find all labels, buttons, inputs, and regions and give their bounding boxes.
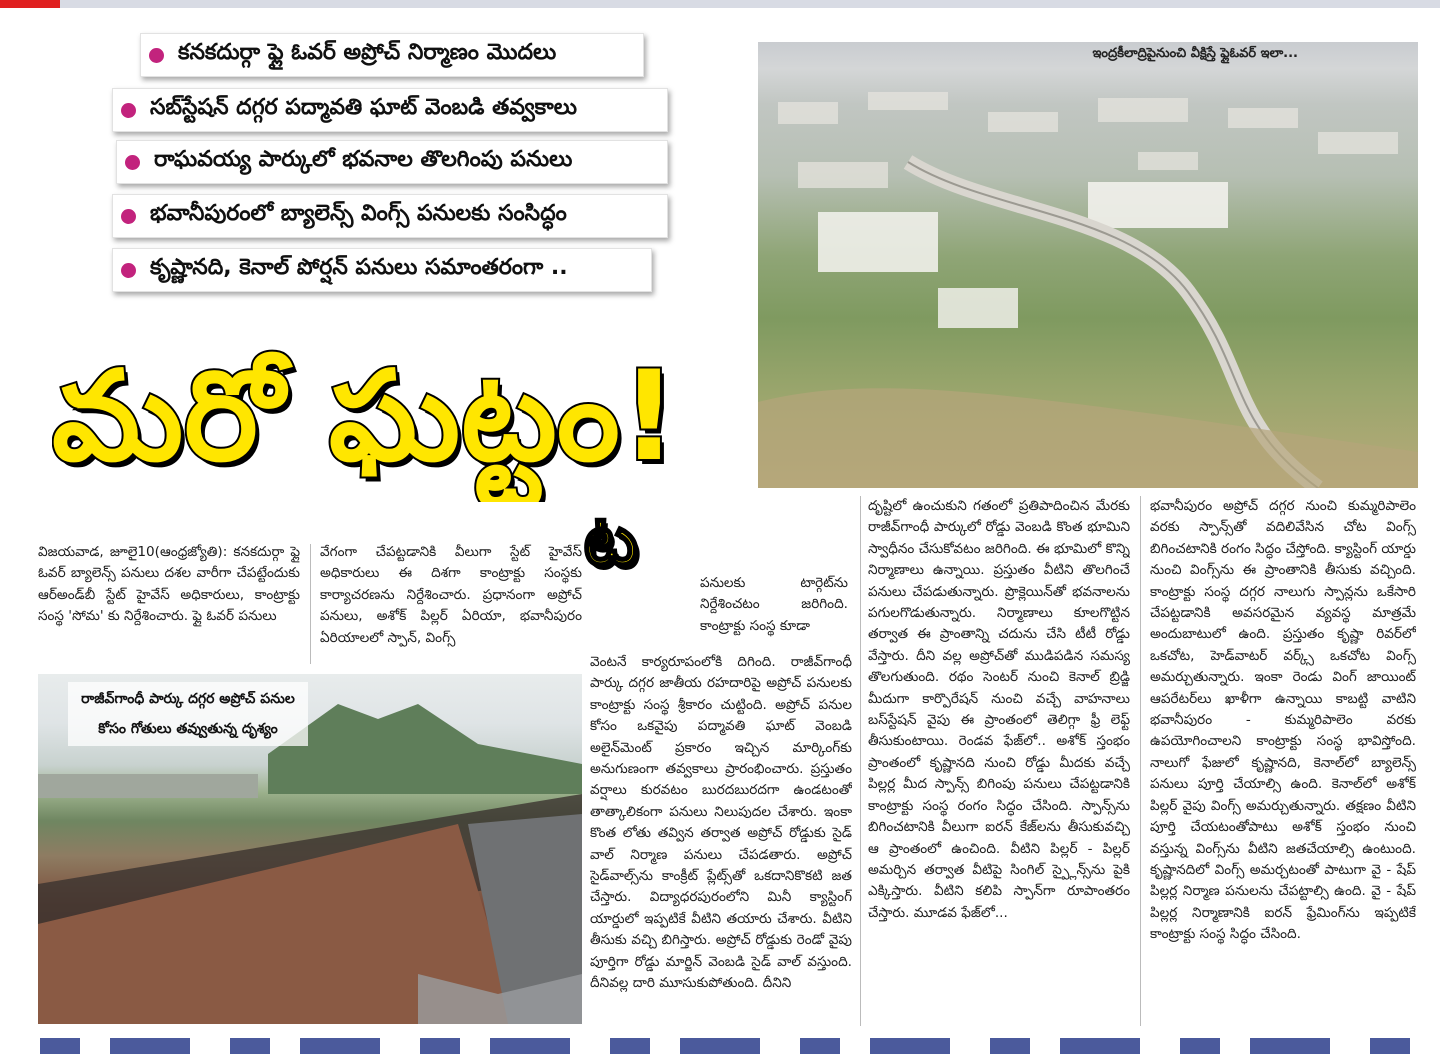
article-col-5 [1150, 496, 1416, 1026]
headline [52, 332, 832, 502]
article-text: పనులకు టార్గెట్‌ను నిర్దేశించటం జరిగింది. కాంట్రాక్టు సంస్థ కూడా [700, 575, 848, 634]
next-headline-strip [0, 1034, 1440, 1054]
bullet-dot [121, 209, 136, 224]
bullet-5 [112, 248, 652, 292]
bullet-dot [121, 103, 136, 118]
construction-photo [38, 674, 582, 1024]
headline-tail [584, 500, 704, 580]
headline-text: మరో ఘట్టం! [52, 345, 679, 489]
article-text: భవానీపురం అప్రోచ్ దగ్గర నుంచి కుమ్మరిపాలెం వరకు స్పాన్స్‌తో వదిలివేసిన చోట వింగ్స్ బిగించటానికి రంగం సిద్ధం చేస్తోంది. క్యాస్టింగ్ యార్డు నుంచి వింగ్స్‌ను ఈ ప్రాంతానికి తీసుకు వచ్చింది. కాంట్రాక్టు సంస్థ దగ్గర నాలుగు స్పాన్లను ఒకేసారి చేపట్టడానికి అవసరమైన వ్యవస్థ మాత్రమే అందుబాటులో ఉంది. ప్రస్తుతం కృష్ణా రివర్‌లో ఒకచోట, హెడ్‌వాటర్ వర్క్స్ ఒకచోట వింగ్స్ అమర్చుతున్నారు. ఇంకా రెండు వింగ్ జాయింట్ ఆపరేటర్‌లు ఖాళీగా ఉన్నాయి కాబట్టి వాటిని భవానీపురం - కుమ్మరిపాలెం వరకు ఉపయోగించాలని కాంట్రాక్టు సంస్థ భావిస్తోంది. నాలుగో ఫేజులో కృష్ణానది, కెనాల్‌లో బ్యాలెన్స్ పనులు పూర్తి చేయాల్సి ఉంది. కెనాల్‌లో అశోక్ పిల్లర్ వైపు వింగ్స్ అమర్చుతున్నారు. తక్షణం వీటిని పూర్తి చేయటంతోపాటు అశోక్ స్తంభం నుంచి వస్తున్న వింగ్స్‌ను వీటిని జతచేయాల్సి ఉంటుంది. కృష్ణానదిలో వింగ్స్ అమర్చటంతో పాటుగా వై - షేప్ పిల్లర్ల నిర్మాణ పనులను చేపట్టాల్సి ఉంది. వై - షేప్ పిల్లర్ల నిర్మాణానికి ఐరన్ ఫ్రేమింగ్‌ను ఇప్పటికే కాంట్రాక్టు సంస్థ సిద్ధం చేసింది. [1150, 498, 1416, 943]
column-rule [310, 544, 311, 664]
column-rule [1140, 496, 1141, 1026]
bullet-text: భవానీపురంలో బ్యాలెన్స్ వింగ్స్ పనులకు సంసిద్ధం [150, 201, 567, 226]
bullet-dot [121, 263, 136, 278]
bullet-dot [149, 48, 164, 63]
bullet-1 [140, 33, 644, 77]
bullet-text: రాఘవయ్య పార్కులో భవనాల తొలగింపు పనులు [154, 147, 573, 172]
bullet-3 [116, 140, 668, 184]
article-col-2 [320, 542, 582, 668]
article-text: దృష్టిలో ఉంచుకుని గతంలో ప్రతిపాదించిన మేరకు రాజీవ్‌గాంధీ పార్కులో రోడ్డు వెంబడి కొంత భూమిని స్వాధీనం చేసుకోవటం జరిగింది. ఈ భూమిలో కొన్ని నిర్మాణాలు ఉన్నాయి. ప్రస్తుతం వీటిని తొలగించే పనులు చేపడుతున్నారు. ప్రొక్లెయిన్‌తో భవనాలను పగులగొడుతున్నారు. నిర్మాణాలు కూలగొట్టిన తర్వాత ఈ ప్రాంతాన్ని చదును చేసి టీటీ రోడ్డు వేస్తారు. దీని వల్ల అప్రోచ్‌తో ముడిపడిన సమస్య తొలగుతుంది. రథం సెంటర్ నుంచి కెనాల్ బ్రిడ్జి మీదుగా కార్పొరేషన్ నుంచి వచ్చే వాహనాలు బస్‌స్టేషన్ వైపు ఈ ప్రాంతంలో తెలిగ్గా ఫ్రీ లెఫ్ట్ తీసుకుంటాయి. రెండవ ఫేజ్‌లో.. అశోక్ స్తంభం ప్రాంతంలో కృష్ణానది నుంచి రోడ్డు మీదకు వచ్చే పిల్లర్ల మీద స్పాన్స్ బిగింపు పనులు చేపట్టడానికి కాంట్రాక్టు సంస్థ రంగం సిద్ధం చేసింది. స్పాన్స్‌ను బిగించటానికి వీలుగా ఐరన్ కేజ్‌లను తీసుకువచ్చి ఆ ప్రాంతంలో ఉంచింది. వీటిని పిల్లర్ - పిల్లర్ అమర్చిన తర్వాత వీటిపై సింగిల్ స్ప్లైన్స్‌ను పైకి ఎక్కిస్తారు. వీటిని కలిపి స్పాన్‌గా రూపాంతరం చేస్తారు. మూడవ ఫేజ్‌లో... [868, 498, 1130, 921]
bullet-text: కనకదుర్గా ఫ్లై ఓవర్ అప్రోచ్ నిర్మాణం మొదలు [178, 40, 557, 65]
photo-caption: రాజీవ్‌గాంధీ పార్కు దగ్గర అప్రోచ్ పనుల కోసం గోతులు తవ్వుతున్న దృశ్యం [68, 682, 308, 746]
photo-caption: ఇంద్రకీలాద్రిపైనుంచి వీక్షిస్తే ఫ్లైఓవర్ ఇలా... [1092, 46, 1298, 61]
flyover-photo [758, 42, 1418, 488]
cut-off-text [40, 1038, 1420, 1054]
article-text: విజయవాడ, జూలై10(ఆంధ్రజ్యోతి): కనకదుర్గా ఫ్లై ఓవర్ బ్యాలెన్స్ పనులు దశల వారీగా చేపట్టేందుకు ఆర్‌అండ్‌బీ స్టేట్ హైవేస్ అధికారులు, కాంట్రాక్టు సంస్థ 'సోమ' కు నిర్దేశించారు. ఫ్లై ఓవర్ పనులు [38, 544, 300, 625]
column-rule [860, 496, 861, 1026]
article-col-4 [868, 496, 1130, 1026]
brand-mark [0, 0, 60, 8]
article-col-1 [38, 542, 300, 668]
bullet-2 [112, 88, 668, 132]
article-col-3b [590, 652, 852, 1030]
bullet-text: కృష్ణానది, కెనాల్ పోర్షన్ పనులు సమాంతరంగా .. [150, 255, 568, 280]
article-text: వేగంగా చేపట్టడానికి వీలుగా స్టేట్ హైవేస్ అధికారులు ఈ దిశగా కాంట్రాక్టు సంస్థకు కార్యాచరణను నిర్దేశించారు. ప్రధానంగా అప్రోచ్ పనులు, అశోక్ పిల్లర్ ఏరియా, భవానీపురం ఏరియాలలో స్పాన్, వింగ్స్ [320, 544, 582, 646]
bullet-dot [125, 155, 140, 170]
article-col-3a [700, 573, 848, 643]
headline-tail-text: ట [584, 500, 639, 580]
bullet-text: సబ్‌స్టేషన్ దగ్గర పద్మావతి ఘాట్ వెంబడి తవ్వకాలు [150, 95, 577, 120]
bullet-4 [112, 194, 668, 238]
top-band [0, 0, 1440, 8]
flyover-scene [758, 42, 1418, 488]
article-text: వెంటనే కార్యరూపంలోకి దిగింది. రాజీవ్‌గాంధీ పార్కు దగ్గర జాతీయ రహదారిపై అప్రోచ్ పనులకు కాంట్రాక్టు సంస్థ శ్రీకారం చుట్టింది. అప్రోచ్ పనుల కోసం ఒకవైపు పద్మావతి ఘాట్ వెంబడి అలైన్‌మెంట్ ప్రకారం ఇచ్చిన మార్కింగ్‌కు అనుగుణంగా తవ్వకాలు ప్రారంభించారు. ప్రస్తుతం వర్షాలు కురవటం బురదబురదగా ఉండటంతో తాత్కాలికంగా పనులు నిలుపుదల చేశారు. ఇంకా కొంత లోతు తవ్విన తర్వాత అప్రోచ్ రోడ్డుకు సైడ్ వాల్ నిర్మాణ పనులు చేపడతారు. అప్రోచ్ సైడ్‌వాల్స్‌ను కాంక్రీట్ ప్లేట్స్‌తో ఒకదానికొకటి జత చేస్తారు. విద్యాధరపురంలోని మినీ క్యాస్టింగ్ యార్డులో ఇప్పటికే వీటిని తయారు చేశారు. వీటిని తీసుకు వచ్చి బిగిస్తారు. అప్రోచ్ రోడ్డుకు రెండో వైపు పూర్తిగా రోడ్డు మార్జిన్ వెంబడి సైడ్ వాల్ వస్తుంది. దీనివల్ల దారి మూసుకుపోతుంది. దీనిని [590, 654, 852, 992]
